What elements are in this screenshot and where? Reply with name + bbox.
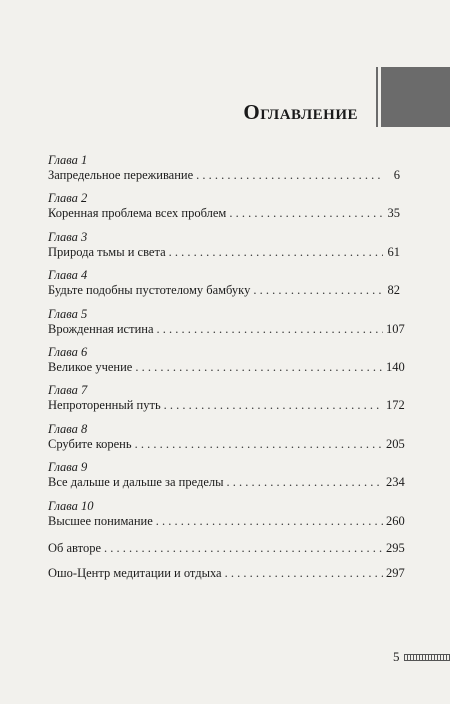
dot-leader xyxy=(253,283,383,298)
chapter-label: Глава 9 xyxy=(48,460,88,475)
page-number: 82 xyxy=(387,283,400,298)
folio-ornament xyxy=(404,654,450,661)
page-number: 234 xyxy=(386,475,405,490)
chapter-title: Высшее понимание xyxy=(48,513,153,528)
dot-leader xyxy=(135,437,383,452)
dot-leader xyxy=(156,514,383,529)
chapter-title: Срубите корень xyxy=(48,436,132,451)
entry-title: Об авторе xyxy=(48,540,101,555)
page-number: 295 xyxy=(386,540,405,555)
toc-entry-chapter-5[interactable] xyxy=(48,306,405,339)
chapter-label: Глава 10 xyxy=(48,498,94,513)
chapter-label: Глава 2 xyxy=(48,191,88,206)
dot-leader xyxy=(164,398,383,413)
chapter-label: Глава 6 xyxy=(48,344,88,359)
toc-entry-chapter-10[interactable] xyxy=(48,498,405,531)
chapter-label: Глава 5 xyxy=(48,306,88,321)
page-number: 6 xyxy=(393,168,400,182)
dot-leader xyxy=(196,168,383,183)
entry-title: Ошо-Центр медитации и отдыха xyxy=(48,565,222,580)
page-title: Оглавление xyxy=(243,100,358,124)
toc-entry-chapter-8[interactable] xyxy=(48,421,405,454)
chapter-title: Будьте подобны пустотелому бамбуку xyxy=(48,283,251,298)
toc-entry-chapter-1[interactable] xyxy=(48,153,400,185)
toc-entry-meditation-center[interactable] xyxy=(48,565,405,583)
chapter-title: Врожденная истина xyxy=(48,321,154,336)
dot-leader xyxy=(227,475,383,490)
chapter-title: Коренная проблема всех проблем xyxy=(48,206,227,221)
page-number: 61 xyxy=(387,244,400,259)
chapter-title: Великое учение xyxy=(48,359,133,374)
chapter-title: Запредельное переживание xyxy=(48,168,194,182)
toc-entry-chapter-3[interactable] xyxy=(48,230,400,262)
decorative-side-block xyxy=(381,67,450,127)
dot-leader xyxy=(169,245,383,260)
toc-entry-chapter-2[interactable] xyxy=(48,191,400,223)
chapter-title: Природа тьмы и света xyxy=(48,244,166,259)
dot-leader xyxy=(157,322,384,337)
chapter-label: Глава 3 xyxy=(48,229,88,244)
toc-entry-about-author[interactable] xyxy=(48,540,405,558)
toc-entry-chapter-6[interactable] xyxy=(48,344,405,377)
page-folio xyxy=(393,649,450,665)
page-number: 140 xyxy=(386,359,405,374)
dot-leader xyxy=(225,566,383,581)
toc-entry-chapter-9[interactable] xyxy=(48,460,405,492)
page-number: 297 xyxy=(386,565,405,580)
chapter-label: Глава 7 xyxy=(48,383,88,398)
page-number: 107 xyxy=(386,321,405,336)
toc-entry-chapter-7[interactable] xyxy=(48,383,405,415)
toc-entry-chapter-4[interactable] xyxy=(48,268,400,300)
chapter-title: Непроторенный путь xyxy=(48,398,161,413)
page-number: 35 xyxy=(387,206,400,221)
chapter-label: Глава 8 xyxy=(48,421,88,436)
dot-leader xyxy=(104,541,383,556)
chapter-title: Все дальше и дальше за пределы xyxy=(48,475,224,490)
page-number-footer: 5 xyxy=(393,649,400,664)
chapter-label: Глава 1 xyxy=(48,153,88,167)
dot-leader xyxy=(135,360,383,375)
table-of-contents xyxy=(48,153,405,589)
chapter-label: Глава 4 xyxy=(48,268,88,283)
page-number: 260 xyxy=(386,513,405,528)
page-number: 205 xyxy=(386,436,405,451)
dot-leader xyxy=(229,206,383,221)
page-number: 172 xyxy=(386,398,405,413)
decorative-side-line xyxy=(376,67,378,127)
